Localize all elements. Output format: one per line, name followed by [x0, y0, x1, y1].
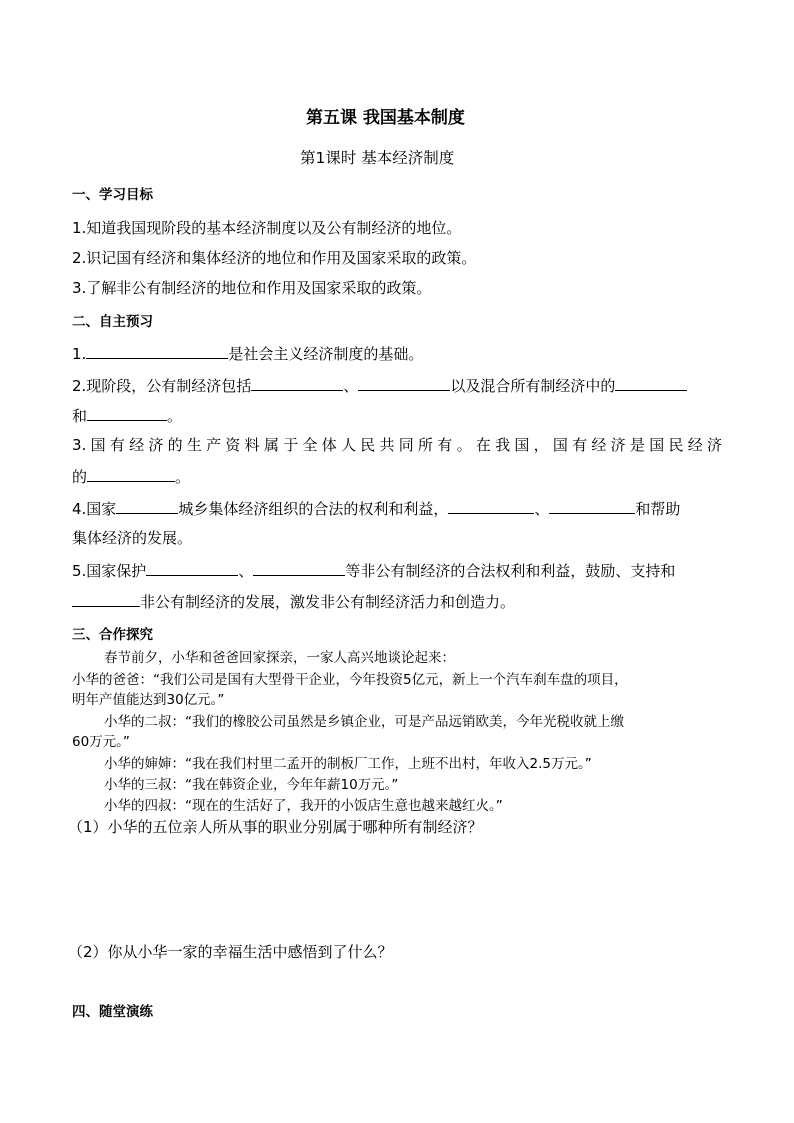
question-text: 2.现阶段，公有制经济包括	[72, 377, 252, 395]
section-explore-heading: 三、合作探究	[72, 627, 153, 643]
answer-blank	[87, 405, 167, 421]
goal-item: 3.了解非公有制经济的地位和作用及国家采取的政策。	[72, 279, 432, 297]
answer-blank	[549, 498, 635, 514]
separator: 、	[238, 562, 254, 580]
preview-question-1	[72, 343, 423, 364]
explore-question-1: （1）小华的五位亲人所从事的职业分别属于哪种所有制经济？	[68, 818, 483, 836]
question-text: 城乡集体经济组织的合法的权利和利益，	[178, 500, 449, 518]
answer-blank	[86, 343, 228, 359]
answer-blank	[116, 498, 178, 514]
answer-blank	[253, 560, 345, 576]
story-line: 春节前夕，小华和爸爸回家探亲，一家人高兴地谈论起来：	[104, 650, 455, 666]
question-text: 的	[72, 468, 88, 486]
question-number: 1.	[72, 345, 87, 363]
answer-blank	[615, 375, 687, 391]
question-text: 是社会主义经济制度的基础。	[228, 345, 424, 363]
story-line: 60万元。”	[72, 734, 130, 750]
answer-blank	[146, 560, 238, 576]
preview-question-4-cont: 集体经济的发展。	[72, 529, 193, 547]
separator: 、	[534, 500, 550, 518]
goal-item: 2.识记国有经济和集体经济的地位和作用及国家采取的政策。	[72, 249, 477, 267]
separator: 、	[343, 377, 359, 395]
answer-blank	[448, 498, 534, 514]
answer-blank	[358, 375, 450, 391]
preview-question-5	[72, 560, 675, 581]
answer-blank	[251, 375, 343, 391]
question-text: 和	[72, 407, 88, 425]
preview-question-4	[72, 498, 680, 519]
question-text: 以及混合所有制经济中的	[450, 377, 616, 395]
question-text: 和帮助	[635, 500, 681, 518]
question-end: 。	[167, 407, 183, 425]
question-text: 非公有制经济的发展，激发非公有制经济活力和创造力。	[140, 593, 516, 611]
lesson-title: 第五课 我国基本制度	[306, 108, 465, 128]
question-text: 等非公有制经济的合法权利和利益，鼓励、支持和	[345, 562, 676, 580]
section-goals-heading: 一、学习目标	[72, 187, 153, 203]
lesson-subtitle: 第1课时 基本经济制度	[300, 149, 455, 167]
answer-blank	[87, 466, 175, 482]
preview-question-3-cont	[72, 466, 190, 487]
story-line: 小华的爸爸：“我们公司是国有大型骨干企业，今年投资5亿元，新上一个汽车刹车盘的项目，	[72, 672, 628, 688]
section-preview-heading: 二、自主预习	[72, 314, 153, 330]
section-practice-heading: 四、随堂演练	[72, 1004, 153, 1020]
answer-blank	[72, 591, 140, 607]
story-line: 小华的三叔：“我在韩资企业，今年年薪10万元。”	[104, 777, 399, 793]
preview-question-5-cont	[72, 591, 515, 612]
question-end: 。	[175, 468, 191, 486]
story-line: 小华的四叔：“现在的生活好了，我开的小饭店生意也越来越红火。”	[104, 798, 503, 814]
preview-question-2-cont	[72, 405, 182, 426]
story-line: 小华的二叔：“我们的橡胶公司虽然是乡镇企业，可是产品远销欧美，今年光税收就上缴	[104, 714, 624, 730]
explore-question-2: （2）你从小华一家的幸福生活中感悟到了什么？	[68, 943, 393, 961]
question-text: 5.国家保护	[72, 562, 147, 580]
preview-question-2	[72, 375, 687, 396]
story-line: 小华的婶婶：“我在我们村里二孟开的制板厂工作，上班不出村，年收入2.5万元。”	[104, 756, 592, 772]
preview-question-3: 3.国有经济的生产资料属于全体人民共同所有。在我国，国有经济是国民经济	[72, 436, 722, 454]
story-line: 明年产值能达到30亿元。”	[72, 692, 225, 708]
goal-item: 1.知道我国现阶段的基本经济制度以及公有制经济的地位。	[72, 219, 462, 237]
question-text: 4.国家	[72, 500, 117, 518]
